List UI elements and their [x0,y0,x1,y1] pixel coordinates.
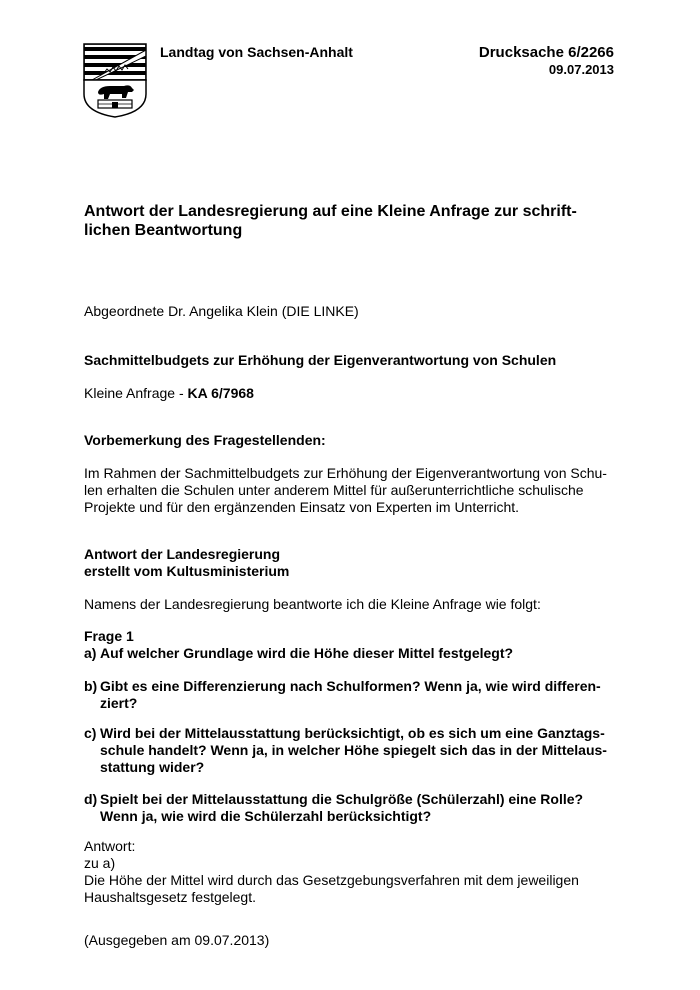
text-line: Haushaltsgesetz festgelegt. [84,889,256,905]
question-label: d) [84,791,98,807]
question-line: stattung wider? [100,759,205,775]
preliminary-heading: Vorbemerkung des Fragestellenden: [84,432,326,448]
intro-text: Namens der Landesregierung beantworte ich die Kleine Anfrage wie folgt: [84,596,541,612]
inquiry-reference [84,385,616,402]
title-line: lichen Beantwortung [84,222,243,239]
question-line: ziert? [100,695,138,711]
text-line: Die Höhe der Mittel wird durch das Gesetzgebungsverfahren mit dem jeweiligen [84,872,579,888]
answer-label: Antwort: [84,838,136,854]
answer-header [84,546,616,580]
question-text [100,791,616,825]
issue-date-note: (Ausgegeben am 09.07.2013) [84,932,270,948]
inquiry-number: KA 6/7968 [187,385,254,401]
question-d [84,791,616,825]
document-number: Drucksache 6/2266 [478,44,614,61]
answer-sub-label: zu a) [84,855,116,871]
question-a [84,645,616,662]
question-line: Auf welcher Grundlage wird die Höhe dieser Mittel festgelegt? [100,645,514,661]
question-b [84,678,616,712]
question-label: c) [84,725,97,741]
document-title [84,202,616,240]
answer-text [84,872,616,906]
coat-of-arms-icon [82,42,148,118]
question-text [100,645,616,662]
answer-header-line: Antwort der Landesregierung [84,546,281,562]
question-c [84,725,616,776]
question-text [100,678,616,712]
document-reference [479,44,614,78]
answer-header-line: erstellt vom Kultusministerium [84,563,290,579]
question-line: Wenn ja, wie wird die Schülerzahl berücksichtigt? [100,808,432,824]
question-heading: Frage 1 [84,628,134,644]
question-line: Wird bei der Mittelausstattung berücksichtigt, ob es sich um eine Ganztags- [100,725,605,741]
member-name: Abgeordnete Dr. Angelika Klein (DIE LINKE) [84,303,359,319]
text-line: Projekte und für den ergänzenden Einsatz von Experten im Unterricht. [84,499,520,515]
question-line: schule handelt? Wenn ja, in welcher Höhe spiegelt sich das in der Mittelaus- [100,742,607,758]
question-text [100,725,616,776]
organization-name: Landtag von Sachsen-Anhalt [160,44,353,60]
title-line: Antwort der Landesregierung auf eine Kleine Anfrage zur schrift- [84,203,577,220]
question-line: Spielt bei der Mittelausstattung die Schulgröße (Schülerzahl) eine Rolle? [100,791,584,807]
subject-heading: Sachmittelbudgets zur Erhöhung der Eigenverantwortung von Schulen [84,352,557,368]
question-line: Gibt es eine Differenzierung nach Schulformen? Wenn ja, wie wird differen- [100,678,601,694]
question-label: a) [84,645,97,661]
text-line: Im Rahmen der Sachmittelbudgets zur Erhöhung der Eigenverantwortung von Schu- [84,465,607,481]
question-label: b) [84,678,98,694]
preliminary-text [84,465,616,516]
document-date: 09.07.2013 [548,62,614,77]
text-line: len erhalten die Schulen unter anderem Mittel für außerunterrichtliche schulische [84,482,584,498]
inquiry-prefix: Kleine Anfrage - [84,385,188,401]
